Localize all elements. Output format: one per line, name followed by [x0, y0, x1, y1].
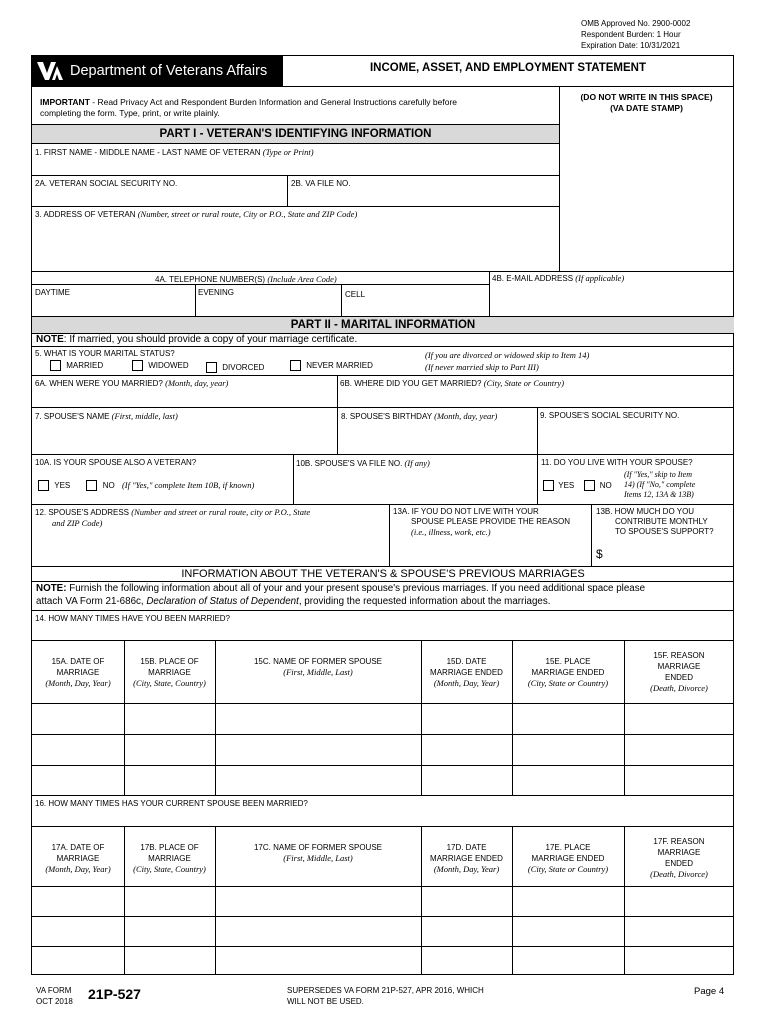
supersedes-line-1: SUPERSEDES VA FORM 21P-527, APR 2016, WHICH: [287, 986, 484, 995]
marriage-15-col-1-line-2: MARRIAGE: [56, 668, 100, 677]
ssn-input[interactable]: [33, 190, 286, 205]
marriage-17-col-3-line-2: (First, Middle, Last): [283, 853, 353, 863]
q2a-label: 2A. VETERAN SOCIAL SECURITY NO.: [35, 179, 178, 188]
marriage-17-row-2-cell-1[interactable]: [33, 917, 123, 945]
marriage-15-row-2-cell-1[interactable]: [33, 735, 123, 764]
marriage-17-col-6-line-1: 17F. REASON: [653, 837, 705, 846]
marriage-15-col-2-line-3: (City, State, Country): [133, 678, 206, 688]
va-date-stamp-area: [559, 92, 734, 114]
q13b-label: [596, 507, 714, 537]
divorced-checkbox[interactable]: [206, 362, 217, 373]
marriage-17-col-1-line-1: 17A. DATE OF: [51, 843, 105, 852]
married-label: MARRIED: [66, 360, 104, 370]
q7-text: 7. SPOUSE'S NAME: [35, 412, 110, 421]
q10a-label: 10A. IS YOUR SPOUSE ALSO A VETERAN?: [35, 458, 197, 467]
marriage-17-col-1-line-3: (Month, Day, Year): [45, 864, 111, 874]
marriage-15-col-4-line-2: MARRIAGE ENDED: [430, 668, 503, 677]
stamp-line-1: (DO NOT WRITE IN THIS SPACE): [580, 92, 713, 102]
q10a-hint: (If "Yes," complete Item 10B, if known): [121, 480, 255, 490]
skip-instruction-2: (If never married skip to Part III): [425, 362, 539, 372]
spouse-veteran-yes-checkbox[interactable]: [38, 480, 49, 491]
daytime-phone-input[interactable]: [33, 299, 193, 315]
live-with-spouse-yes-checkbox[interactable]: [543, 480, 554, 491]
supersedes-line-2: WILL NOT BE USED.: [287, 997, 364, 1006]
omb-number: OMB Approved No. 2900-0002: [581, 19, 691, 28]
marriage-15-col-3-line-2: (First, Middle, Last): [283, 667, 353, 677]
marriage-15-col-1-line-3: (Month, Day, Year): [45, 678, 111, 688]
live-with-spouse-yes-label: YES: [558, 480, 575, 490]
marriage-17-col-2-line-3: (City, State, Country): [133, 864, 206, 874]
marriage-17-row-1-cell-2[interactable]: [125, 887, 214, 915]
q10b-hint: (If any): [404, 458, 430, 468]
marriage-17-col-6-line-3: ENDED: [664, 859, 693, 868]
q4b-hint: (If applicable): [575, 273, 625, 283]
marriage-17-col-header-3: [215, 842, 421, 864]
marriage-15-row-2-cell-6[interactable]: [625, 735, 733, 764]
q11-label: 11. DO YOU LIVE WITH YOUR SPOUSE?: [541, 458, 693, 467]
prev-note-label: NOTE:: [36, 583, 67, 594]
skip-instruction-1: (If you are divorced or widowed skip to Item 14): [425, 350, 590, 360]
q10b-label: [296, 458, 430, 469]
marriage-17-row-1-cell-1[interactable]: [33, 887, 123, 915]
marriage-15-row-1-cell-2[interactable]: [125, 704, 214, 733]
important-text: - Read Privacy Act and Respondent Burden Information and General Instructions carefully before: [89, 97, 458, 107]
marriage-17-col-5-line-2: MARRIAGE ENDED: [531, 854, 605, 863]
q13b-line-1: 13B. HOW MUCH DO YOU: [596, 507, 695, 516]
marriage-17-row-3-cell-4[interactable]: [422, 947, 511, 974]
marriage-17-col-5-line-3: (City, State or Country): [527, 864, 609, 874]
previous-marriages-note: [36, 582, 730, 608]
marriage-17-row-3-cell-3[interactable]: [216, 947, 420, 974]
q1-text: 1. FIRST NAME - MIDDLE NAME - LAST NAME OF VETERAN: [35, 148, 261, 157]
marriage-15-row-1-cell-6[interactable]: [625, 704, 733, 733]
marriage-15-col-2-line-1: 15B. PLACE OF: [140, 657, 199, 666]
marriage-15-col-1-line-1: 15A. DATE OF: [51, 657, 105, 666]
marriage-15-col-header-3: [215, 656, 421, 678]
q13b-line-2: CONTRIBUTE MONTHLY: [615, 517, 708, 526]
q13a-line-1: 13A. IF YOU DO NOT LIVE WITH YOUR: [393, 507, 539, 516]
marriage-place-input[interactable]: [339, 390, 732, 406]
page-number: Page 4: [694, 986, 725, 997]
q6b-label: [340, 378, 564, 389]
q2b-label: 2B. VA FILE NO.: [291, 179, 351, 188]
married-checkbox[interactable]: [50, 360, 61, 371]
marriage-15-col-2-line-2: MARRIAGE: [148, 668, 191, 677]
prev-note-text-2b: Declaration of Status of Dependent: [146, 596, 299, 607]
marriage-17-col-header-4: [421, 842, 512, 875]
marriage-15-col-4-line-1: 15D. DATE: [446, 657, 487, 666]
q5-label: 5. WHAT IS YOUR MARITAL STATUS?: [35, 349, 175, 358]
marriage-17-row-1-cell-6[interactable]: [625, 887, 733, 915]
q4a-text: 4A. TELEPHONE NUMBER(S): [155, 275, 266, 284]
va-file-input[interactable]: [289, 190, 557, 205]
q14-label: 14. HOW MANY TIMES HAVE YOU BEEN MARRIED?: [35, 614, 231, 623]
marriage-17-row-3-cell-2[interactable]: [125, 947, 214, 974]
q11-hint-1: (If "Yes," skip to Item: [624, 470, 692, 479]
marriage-17-col-header-6: [624, 836, 734, 880]
marriage-15-col-header-6: [624, 650, 734, 694]
marriage-17-col-6-line-4: (Death, Divorce): [650, 869, 708, 879]
marriage-15-col-header-4: [421, 656, 512, 689]
q6b-hint: (City, State or Country): [483, 378, 565, 388]
marriage-15-row-3-cell-2[interactable]: [125, 766, 214, 794]
spouse-veteran-no-checkbox[interactable]: [86, 480, 97, 491]
marriage-17-col-1-line-2: MARRIAGE: [56, 854, 100, 863]
important-label: IMPORTANT: [40, 97, 90, 107]
q13b-line-3: TO SPOUSE'S SUPPORT?: [615, 527, 714, 536]
marriage-15-col-6-line-1: 15F. REASON: [653, 651, 705, 660]
part1-header: PART I - VETERAN'S IDENTIFYING INFORMATION: [32, 125, 559, 143]
marriage-15-row-1-cell-4[interactable]: [422, 704, 511, 733]
form-title: INCOME, ASSET, AND EMPLOYMENT STATEMENT: [369, 62, 646, 74]
marriage-15-row-3-cell-6[interactable]: [625, 766, 733, 794]
prev-note-text-2c: , providing the requested information about the marriages.: [298, 596, 551, 607]
marriage-17-row-2-cell-3[interactable]: [216, 917, 420, 945]
spouse-address-input[interactable]: [33, 530, 387, 565]
live-with-spouse-no-checkbox[interactable]: [584, 480, 595, 491]
marriage-15-row-3-cell-3[interactable]: [216, 766, 420, 794]
marriage-15-row-3-cell-4[interactable]: [422, 766, 511, 794]
separation-reason-input[interactable]: [391, 540, 589, 565]
evening-phone-input[interactable]: [197, 299, 339, 315]
divorced-label: DIVORCED: [222, 362, 265, 372]
marriage-17-col-5-line-1: 17E. PLACE: [545, 843, 591, 852]
marriage-17-col-4-line-3: (Month, Day, Year): [433, 864, 500, 874]
part2-note: [36, 334, 357, 346]
marriage-date-input[interactable]: [33, 390, 335, 406]
marriage-17-row-2-cell-5[interactable]: [513, 917, 623, 945]
evening-label: EVENING: [198, 288, 235, 297]
expiration-date: Expiration Date: 10/31/2021: [581, 41, 681, 50]
q7-label: [35, 411, 178, 422]
marriage-17-col-6-line-2: MARRIAGE: [657, 848, 701, 857]
email-input[interactable]: [491, 287, 732, 315]
marriage-15-col-header-2: [124, 656, 215, 689]
spouse-va-file-input[interactable]: [295, 470, 536, 502]
divorced-option: [206, 362, 264, 373]
marriage-17-row-3-cell-1[interactable]: [33, 947, 123, 974]
q11-hint-3: Items 12, 13A & 13B): [624, 490, 694, 499]
q12-text: 12. SPOUSE'S ADDRESS: [35, 508, 130, 517]
marriage-17-col-header-5: [512, 842, 624, 875]
table-17: [32, 826, 734, 975]
marriage-15-col-6-line-2: MARRIAGE: [657, 662, 701, 671]
veteran-name-input[interactable]: [33, 158, 558, 175]
table-15: [32, 640, 734, 795]
q7-hint: (First, middle, last): [111, 411, 178, 421]
marriage-17-row-1-cell-3[interactable]: [216, 887, 420, 915]
q8-text: 8. SPOUSE'S BIRTHDAY: [341, 412, 432, 421]
q11-hint: [624, 470, 695, 500]
spouse-birthday-input[interactable]: [339, 424, 535, 452]
marriage-17-row-2-cell-2[interactable]: [125, 917, 214, 945]
marriage-15-col-6-line-3: ENDED: [664, 673, 693, 682]
cell-phone-input[interactable]: [343, 301, 487, 315]
q8-hint: (Month, day, year): [434, 411, 498, 421]
q10b-text: 10B. SPOUSE'S VA FILE NO.: [296, 459, 403, 468]
q3-text: 3. ADDRESS OF VETERAN: [35, 210, 136, 219]
part2-header: PART II - MARITAL INFORMATION: [32, 317, 734, 333]
times-married-input[interactable]: [33, 625, 732, 640]
cell-label: CELL: [345, 290, 366, 299]
q6a-hint: (Month, day, year): [165, 378, 229, 388]
q9-label: 9. SPOUSE'S SOCIAL SECURITY NO.: [540, 411, 680, 420]
q11-hint-2: 14) (If "No," complete: [624, 480, 696, 489]
marital-skip-instructions: [425, 349, 589, 373]
marital-status-options: [50, 360, 103, 371]
q13a-hint: (i.e., illness, work, etc.): [411, 527, 491, 537]
marriage-15-col-5-line-2: MARRIAGE ENDED: [531, 668, 605, 677]
q4a-hint: (Include Area Code): [267, 274, 337, 284]
widowed-label: WIDOWED: [148, 360, 189, 370]
daytime-label: DAYTIME: [35, 288, 70, 297]
q8-label: [341, 411, 497, 422]
monthly-contribution-input[interactable]: [606, 545, 732, 565]
marriage-17-row-3-cell-5[interactable]: [513, 947, 623, 974]
form-date: OCT 2018: [36, 997, 73, 1006]
marriage-17-row-1-cell-5[interactable]: [513, 887, 623, 915]
marriage-17-row-2-cell-4[interactable]: [422, 917, 511, 945]
important-text-2: completing the form. Type, print, or write plainly.: [40, 108, 220, 118]
spouse-veteran-yes-label: YES: [54, 481, 71, 490]
marriage-15-col-5-line-1: 15E. PLACE: [545, 657, 591, 666]
agency-banner: [32, 56, 282, 86]
marriage-15-row-2-cell-4[interactable]: [422, 735, 511, 764]
agency-name: Department of Veterans Affairs: [70, 63, 268, 79]
marriage-15-col-header-1: [32, 656, 124, 689]
marriage-17-col-4-line-2: MARRIAGE ENDED: [430, 854, 503, 863]
prev-note-text-2a: attach VA Form 21-686c,: [36, 596, 147, 607]
important-notice: [40, 97, 560, 119]
marriage-17-col-3-line-1: 17C. NAME OF FORMER SPOUSE: [253, 843, 383, 852]
marriage-17-row-3-cell-6[interactable]: [625, 947, 733, 974]
marriage-15-col-5-line-3: (City, State or Country): [527, 678, 609, 688]
marriage-15-col-4-line-3: (Month, Day, Year): [433, 678, 500, 688]
marriage-15-col-6-line-4: (Death, Divorce): [650, 683, 708, 693]
q1-label: [35, 147, 314, 158]
widowed-checkbox[interactable]: [132, 360, 143, 371]
q3-label: [35, 209, 357, 220]
va-form-label: VA FORM: [36, 986, 72, 995]
form-number: 21P-527: [88, 986, 141, 1002]
q10a-options: [38, 480, 254, 491]
q12-hint-1: (Number and street or rural route, city or P.O., State: [131, 507, 311, 517]
spouse-name-input[interactable]: [33, 424, 335, 452]
spouse-times-married-input[interactable]: [33, 810, 732, 826]
q6a-text: 6A. WHEN WERE YOU MARRIED?: [35, 379, 163, 388]
dollar-sign: $: [596, 547, 603, 561]
never-married-checkbox[interactable]: [290, 360, 301, 371]
q4b-text: 4B. E-MAIL ADDRESS: [492, 274, 574, 283]
marriage-15-row-1-cell-3[interactable]: [216, 704, 420, 733]
q13a-label: [393, 507, 570, 537]
marriage-17-col-4-line-1: 17D. DATE: [446, 843, 487, 852]
q6b-text: 6B. WHERE DID YOU GET MARRIED?: [340, 379, 482, 388]
q6a-label: [35, 378, 228, 389]
q4b-label: [492, 273, 624, 284]
widowed-option: [132, 360, 189, 371]
va-logo-icon: [36, 60, 64, 82]
q11-options: [543, 480, 612, 491]
q13a-line-2: SPOUSE PLEASE PROVIDE THE REASON: [411, 517, 571, 526]
never-married-option: [290, 360, 373, 371]
marriage-17-col-2-line-1: 17B. PLACE OF: [140, 843, 199, 852]
prev-note-text-1: Furnish the following information about all of your and your present spouse's previous marriages. If you need additional space please: [66, 583, 646, 594]
q16-label: 16. HOW MANY TIMES HAS YOUR CURRENT SPOUSE BEEN MARRIED?: [35, 799, 308, 808]
q12-label: [35, 507, 310, 518]
q12-hint-2: and ZIP Code): [52, 518, 103, 528]
never-married-label: NEVER MARRIED: [306, 360, 373, 370]
veteran-address-input[interactable]: [33, 221, 558, 269]
q3-hint: (Number, street or rural route, City or P.O., State and ZIP Code): [137, 209, 358, 219]
marriage-17-col-header-1: [32, 842, 124, 875]
spouse-ssn-input[interactable]: [539, 424, 732, 452]
q1-hint: (Type or Print): [262, 147, 314, 157]
marriage-15-row-2-cell-5[interactable]: [513, 735, 623, 764]
marriage-17-col-header-2: [124, 842, 215, 875]
respondent-burden: Respondent Burden: 1 Hour: [581, 30, 681, 39]
live-with-spouse-no-label: NO: [599, 480, 612, 490]
marriage-17-row-1-cell-4[interactable]: [422, 887, 511, 915]
marriage-15-col-header-5: [512, 656, 624, 689]
spouse-veteran-no-label: NO: [102, 481, 115, 490]
marriage-15-col-3-line-1: 15C. NAME OF FORMER SPOUSE: [253, 657, 383, 666]
marriage-17-row-2-cell-6[interactable]: [625, 917, 733, 945]
marriage-15-row-3-cell-1[interactable]: [33, 766, 123, 794]
marriage-15-row-2-cell-2[interactable]: [125, 735, 214, 764]
part2-note-text: : If married, you should provide a copy of your marriage certificate.: [63, 334, 358, 345]
marriage-15-row-1-cell-1[interactable]: [33, 704, 123, 733]
marriage-15-row-2-cell-3[interactable]: [216, 735, 420, 764]
stamp-line-2: (VA DATE STAMP): [610, 103, 683, 113]
part2-note-label: NOTE: [36, 334, 64, 345]
marriage-17-col-2-line-2: MARRIAGE: [148, 854, 191, 863]
marriage-15-row-3-cell-5[interactable]: [513, 766, 623, 794]
marriage-15-row-1-cell-5[interactable]: [513, 704, 623, 733]
previous-marriages-header: INFORMATION ABOUT THE VETERAN'S & SPOUSE'S PREVIOUS MARRIAGES: [181, 568, 585, 580]
